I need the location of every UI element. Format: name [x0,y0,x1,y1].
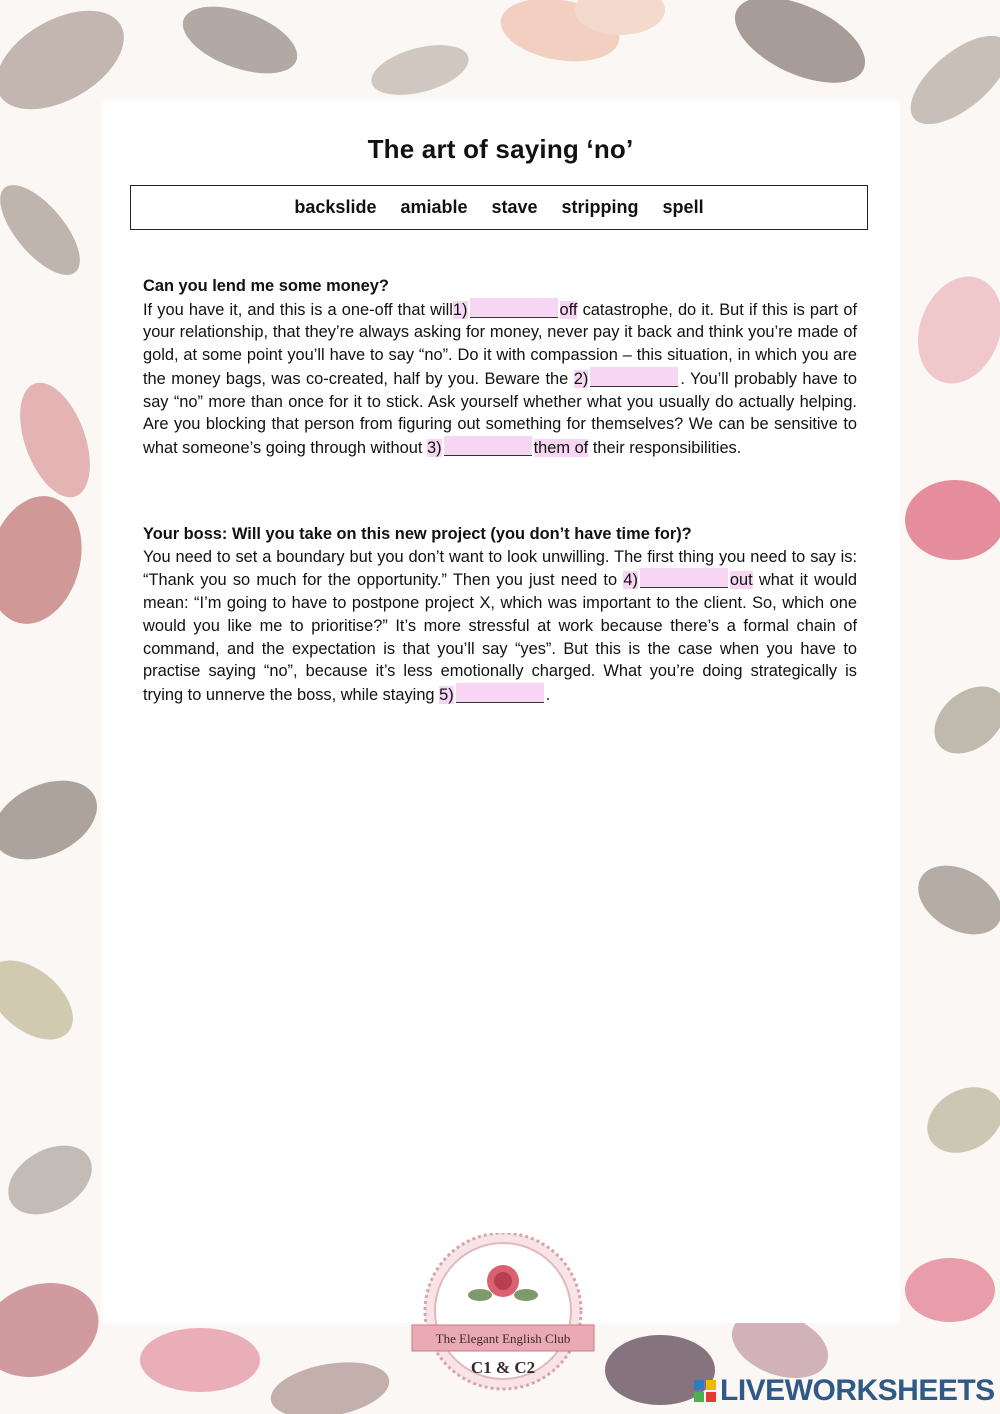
gap-number: 3) [427,438,442,457]
section-money [143,275,857,460]
brand-text: LIVEWORKSHEETS [720,1374,995,1407]
paragraph-text: their responsibilities. [592,438,742,457]
word-bank-item: stripping [561,197,639,217]
paragraph-text: . [545,685,551,704]
gap-number: 2) [573,369,589,388]
word-bank-item: spell [662,197,704,217]
logo-name: The Elegant English Club [435,1331,571,1346]
worksheet-title: The art of saying ‘no’ [367,134,634,164]
paragraph-text: If you have it, and this is a one-off that will [143,300,453,319]
gap-number: 5) [439,685,454,704]
answer-gap-5[interactable] [456,683,544,703]
club-logo [410,1233,596,1403]
section-heading: Can you lend me some money? [143,277,389,295]
gap-suffix: them of [533,438,589,457]
gap-number: 1) [452,300,468,319]
answer-gap-3[interactable] [444,436,532,456]
paragraph-text: what it would mean: “I’m going to have to postpone project X, which was important to the client. So, which one would you like me to prioritise?” It’s more stressful at work because there’s a formal chain of command, and the expectation is that you’ll say “yes”. But this is the case when you have to practise saying “no”, because it’s less emotionally charged. What you’re doing strategically is trying to unnerve the boss, while staying [143,571,857,704]
section-boss [143,523,857,707]
word-bank [130,185,868,230]
answer-gap-4[interactable] [640,568,728,588]
section-paragraph [143,546,857,707]
gap-number: 4) [623,571,638,590]
word-bank-item: backslide [294,197,377,217]
liveworksheets-icon [694,1380,716,1402]
answer-gap-1[interactable] [470,298,558,318]
gap-suffix: off [559,300,578,319]
liveworksheets-brand[interactable] [694,1374,995,1408]
gap-suffix: out [729,571,753,590]
section-paragraph [143,298,857,460]
logo-level: C1 & C2 [470,1358,536,1377]
section-heading: Your boss: Will you take on this new project (you don’t have time for)? [143,525,692,543]
paragraph-text: . You’ll probably have to say “no” more than once for it to stick. Ask yourself whether what you usually do actually helping. Are you blocking that person from figuring out something for themselves? We can be sensitive to what someone’s going through without [143,369,858,457]
paragraph-text: You need to set a boundary but you don’t want to look unwilling. The first thing you need to say is: “Thank you so much for the opportunity.” Then you just need to [143,547,857,590]
word-bank-item: amiable [400,197,468,217]
word-bank-item: stave [491,197,538,217]
answer-gap-2[interactable] [590,367,678,387]
paragraph-text: catastrophe, do it. But if this is part of your relationship, that they’re always asking for money, never pay it back and think you’re made of gold, at some point you’ll have to say “no”. Do it with compassion – this situation, in which you are the money bags, was co-created, half by you. Beware the [143,300,857,388]
